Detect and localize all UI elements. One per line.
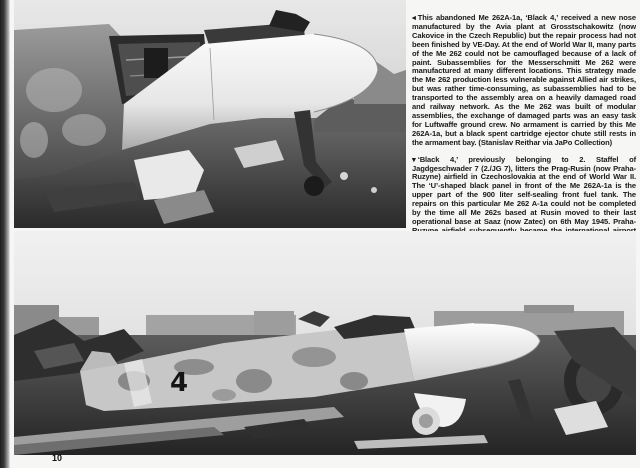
caption-pointer-down-icon: ▾ <box>412 154 416 164</box>
caption-column <box>412 14 636 245</box>
page-number: 10 <box>52 453 63 463</box>
photo-me262-nose-closeup <box>14 0 406 228</box>
caption-bottom-text: ‘Black 4,’ previously belonging to 2. Staffel of Jagdgeschwader 7 (2./JG 7), litters the Prag-Rusin (now Praha-Ruzyne) airfield in Czechoslovakia at the end of World War II. The ‘U’-shaped black panel in front of the Me 262A-1a is the upper part of the 900 liter self-sealing front fuel tank. The repairs on this particular Me 262 A-1a could not be completed by the time all Me 262s based at Rusin moved to their last operational base at Saaz (now Zatec) on 6th May 1945. Praha- <box>412 154 636 226</box>
aircraft-number-4: 4 <box>170 368 189 398</box>
photo-me262-black-4-airfield <box>14 231 636 455</box>
photo-top-illustration <box>14 0 406 228</box>
caption-top-photo <box>412 14 636 148</box>
caption-pointer-left-icon: ◂ <box>412 13 416 22</box>
photo-bottom-illustration <box>14 231 636 455</box>
caption-top-text: This abandoned Me 262A-1a, ‘Black 4,’ received a new nose manufactured by the Avia plant at Grosstschakowitz (now Cakovice in the Czech Republic) but the repair process had not been finished by VE-Day. At the end of World War II, many parts of the Me 262 could not be camouflaged because of a lack of paint. Subassemblies for the Messerschmitt Me 262 were manufactured at many different locations. This strategy made the Me 262 production less vulnerable against Allied air strikes, but was rather time-consuming, as subassemblies had to be transported to the assembly area on a heavily damaged road and railway network. As the Me 262 was built of modular assemblies, the exchange of damaged parts was an easy task for Luftwaffe ground crew. No armament is carried by this Me 262A-1a, but a black spent cartridge ejector chute still rests in the armament bay. (Stanislav Reithar via JaPo Collection) <box>412 13 636 147</box>
page-spine <box>0 0 10 468</box>
